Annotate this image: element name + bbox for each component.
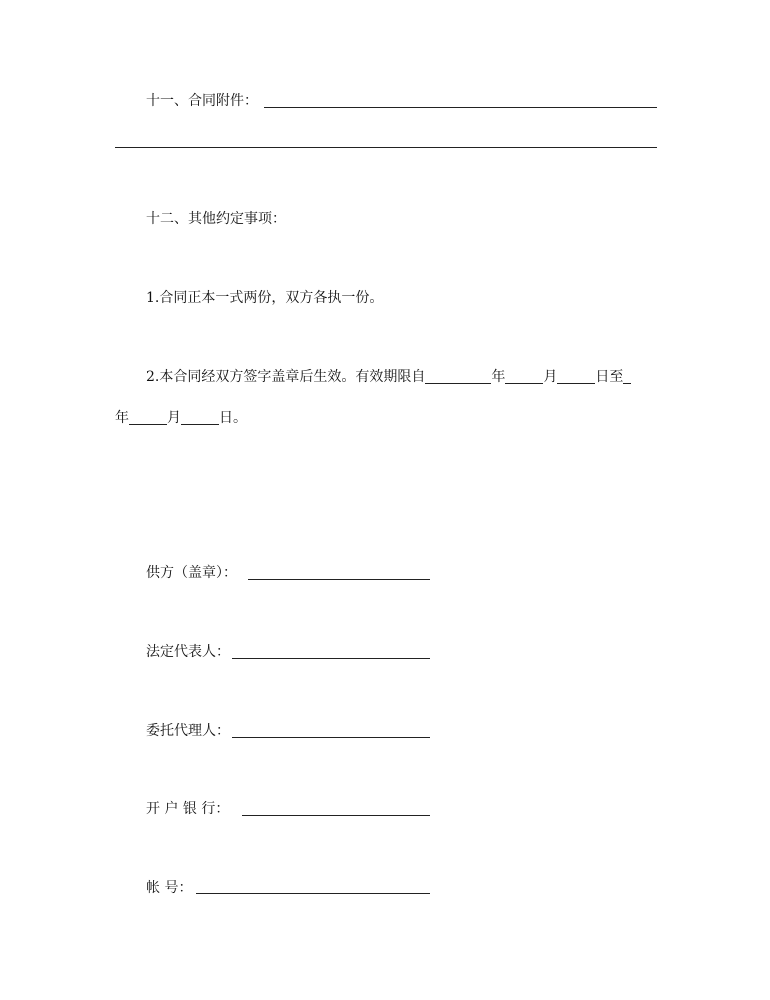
item-1-text: 1.合同正本一式两份，双方各执一份。 — [146, 290, 384, 306]
supplier-seal-label — [146, 563, 237, 583]
agent-field[interactable] — [232, 737, 430, 738]
end-year-blank[interactable] — [623, 369, 631, 384]
section-12-text: 十二、其他约定事项： — [146, 211, 286, 227]
attachment-blank-line-1[interactable] — [264, 107, 657, 108]
end-month-blank[interactable] — [129, 410, 167, 425]
agent-text: 委托代理人： — [146, 723, 230, 739]
bank-field[interactable] — [242, 815, 430, 816]
day-to-label: 日至 — [595, 369, 624, 385]
supplier-seal-text: 供方（盖章）： — [146, 565, 237, 581]
start-month-blank[interactable] — [505, 369, 543, 384]
account-field[interactable] — [196, 893, 430, 894]
agent-label — [146, 721, 230, 741]
month-label-2: 月 — [167, 410, 181, 426]
attachment-blank-line-2[interactable] — [115, 147, 657, 148]
month-label: 月 — [543, 369, 558, 385]
item-2-paragraph — [146, 367, 631, 387]
item-2-text: 2.本合同经双方签字盖章后生效。有效期限自 — [146, 369, 426, 385]
section-11-text: 十一、合同附件： — [146, 93, 258, 109]
year-label: 年 — [491, 369, 506, 385]
end-day-blank[interactable] — [181, 410, 219, 425]
section-12-label — [146, 209, 286, 229]
bank-label — [146, 799, 229, 819]
account-label — [146, 878, 192, 898]
day-end-label: 日。 — [219, 410, 247, 426]
start-day-blank[interactable] — [557, 369, 595, 384]
legal-rep-label — [146, 642, 230, 662]
item-2-continuation — [115, 408, 247, 428]
start-year-blank[interactable] — [425, 369, 491, 384]
account-text: 帐 号： — [146, 880, 193, 896]
bank-text: 开 户 银 行： — [146, 801, 230, 817]
item-1-paragraph — [146, 288, 383, 308]
year-label-2: 年 — [115, 410, 129, 426]
supplier-seal-field[interactable] — [248, 579, 430, 580]
legal-rep-text: 法定代表人： — [146, 644, 230, 660]
legal-rep-field[interactable] — [232, 658, 430, 659]
section-11-label — [146, 91, 258, 111]
